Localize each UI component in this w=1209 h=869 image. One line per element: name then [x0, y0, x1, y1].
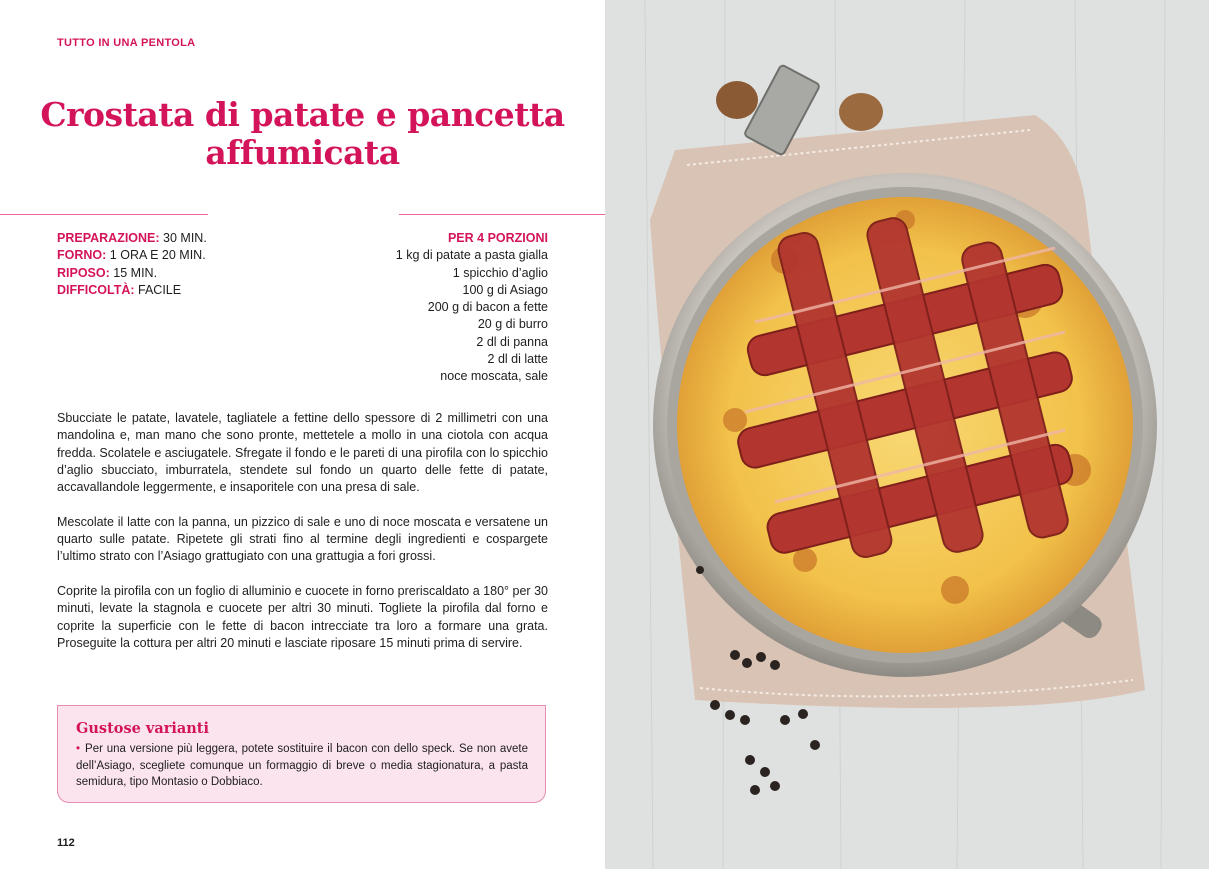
instruction-paragraph: Sbucciate le patate, lavatele, tagliatele a fettine dello spessore di 2 millimetri con una mandolina e, man mano che sono pronte, mettetele a mollo in una ciotola con acqua fredda. Scolatele e asciugatele. Sfregate il fondo e le pareti di una pirofila con lo spicchio d’aglio sbucciato, imburratela, stendete sul fondo un quarto delle fette di patate, accavallandole leggermente, e insaporitele con una presa di sale.	[57, 411, 548, 495]
meta-value: 30 MIN.	[163, 231, 207, 245]
meta-label: FORNO:	[57, 248, 107, 263]
recipe-title-line-2: affumicata	[205, 133, 400, 172]
ingredient-item: 100 g di Asiago	[462, 282, 548, 297]
recipe-meta	[57, 230, 207, 299]
meta-value: FACILE	[138, 282, 182, 297]
variants-box	[57, 705, 546, 803]
variants-title: Gustose varianti	[76, 720, 210, 737]
meta-value: 1 ORA E 20 MIN.	[109, 248, 206, 263]
ingredient-item: 200 g di bacon a fette	[427, 300, 548, 315]
potato-bacon-tart-photo	[605, 0, 1209, 869]
ingredient-item: 1 spicchio d’aglio	[452, 265, 548, 280]
running-head: TUTTO IN UNA PENTOLA	[57, 37, 196, 49]
photo-illustration	[605, 0, 1209, 869]
ingredient-item: noce moscata, sale	[440, 369, 548, 384]
ingredient-item: 2 dl di panna	[476, 334, 548, 349]
divider-left	[0, 214, 208, 215]
instruction-paragraph: Coprite la pirofila con un foglio di alluminio e cuocete in forno preriscaldato a 180° per 30 minuti, levate la stagnola e cuocete per altri 30 minuti. Togliete la pirofila dal forno e coprite la superficie con le fette di bacon intrecciate tra loro a formare una grata. Proseguite la cottura per altri 20 minuti e lasciate riposare 15 minuti prima di servire.	[57, 583, 548, 650]
meta-preparation	[57, 230, 207, 247]
recipe-instructions	[57, 410, 548, 669]
divider-right	[399, 214, 605, 215]
nutmeg	[839, 93, 883, 131]
ingredient-item: 20 g di burro	[477, 317, 548, 332]
ingredient-item: 2 dl di latte	[487, 352, 548, 367]
servings-heading: PER 4 PORZIONI	[447, 231, 548, 245]
bullet-icon: •	[76, 743, 81, 755]
page-number: 112	[57, 837, 75, 849]
instruction-paragraph: Mescolate il latte con la panna, un pizzico di sale e uno di noce moscata e versatene un quarto sulle patate. Ripetete gli strati fino al termine degli ingredienti e cospargete l’ultimo strato con l’Asiago grattugiato con una grattugia a fori grossi.	[57, 514, 548, 564]
variants-text	[76, 741, 528, 791]
meta-label: RIPOSO:	[57, 265, 110, 280]
ingredients-list	[328, 230, 548, 386]
meta-value: 15 MIN.	[113, 265, 158, 280]
nutmeg	[716, 81, 758, 119]
meta-label: DIFFICOLTÀ:	[57, 282, 135, 297]
meta-oven	[57, 247, 207, 264]
variants-body: Per una versione più leggera, potete sostituire il bacon con dello speck. Se non avete dell’Asiago, scegliete comunque un formaggio di breve o media stagionatura, a pasta semidura, tipo Montasio o Dobbiaco.	[76, 743, 528, 788]
meta-difficulty	[57, 282, 207, 299]
ingredient-item: 1 kg di patate a pasta gialla	[395, 248, 548, 263]
meta-rest	[57, 265, 207, 282]
meta-label: PREPARAZIONE:	[57, 231, 160, 245]
recipe-title-line-1: Crostata di patate e pancetta	[40, 95, 565, 134]
recipe-title	[0, 96, 605, 172]
